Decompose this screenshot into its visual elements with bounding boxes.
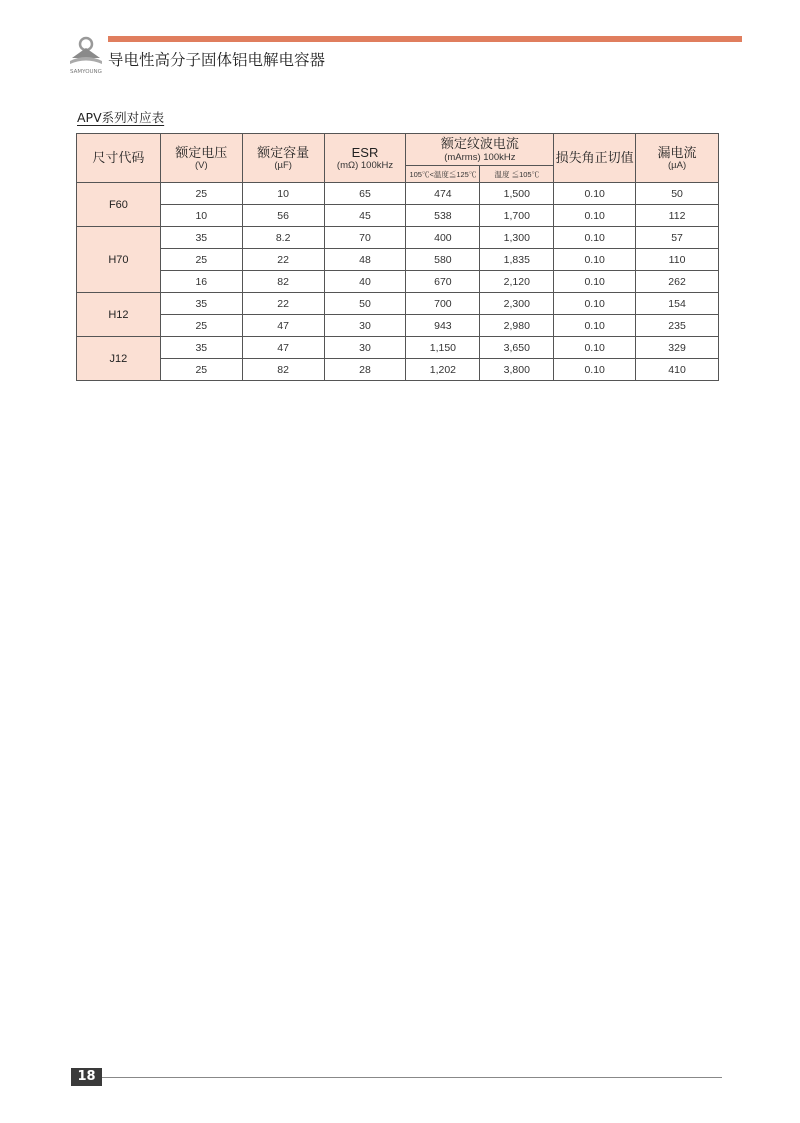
table-row [77, 227, 719, 249]
table-cell: 22 [242, 249, 324, 271]
table-cell: 235 [636, 315, 719, 337]
page-number: 18 [71, 1068, 102, 1086]
table-cell: 1,202 [406, 359, 480, 381]
table-cell: 0.10 [554, 337, 636, 359]
size-code-cell: F60 [77, 183, 161, 227]
table-cell: 3,650 [480, 337, 554, 359]
logo-text: SAMYOUNG [70, 69, 102, 75]
table-cell: 8.2 [242, 227, 324, 249]
header-tan-delta: 损失角正切值 [554, 134, 636, 183]
table-cell: 0.10 [554, 359, 636, 381]
table-cell: 0.10 [554, 315, 636, 337]
table-cell: 22 [242, 293, 324, 315]
table-cell: 700 [406, 293, 480, 315]
table-cell: 1,300 [480, 227, 554, 249]
table-cell: 35 [160, 227, 242, 249]
table-cell: 10 [242, 183, 324, 205]
table-row [77, 293, 719, 315]
table-cell: 47 [242, 315, 324, 337]
table-row [77, 249, 719, 271]
table-row [77, 359, 719, 381]
table-cell: 25 [160, 183, 242, 205]
table-cell: 56 [242, 205, 324, 227]
table-cell: 474 [406, 183, 480, 205]
table-row [77, 315, 719, 337]
table-cell: 57 [636, 227, 719, 249]
table-cell: 30 [324, 337, 406, 359]
table-cell: 329 [636, 337, 719, 359]
table-cell: 580 [406, 249, 480, 271]
table-cell: 1,700 [480, 205, 554, 227]
table-cell: 110 [636, 249, 719, 271]
table-cell: 538 [406, 205, 480, 227]
table-cell: 10 [160, 205, 242, 227]
table-cell: 1,150 [406, 337, 480, 359]
table-cell: 16 [160, 271, 242, 293]
table-cell: 35 [160, 337, 242, 359]
table-row [77, 183, 719, 205]
table-cell: 1,500 [480, 183, 554, 205]
size-code-cell: H70 [77, 227, 161, 293]
header-ripple-current: 额定纹波电流 (mArms) 100kHz [406, 134, 554, 166]
header-size-code: 尺寸代码 [77, 134, 161, 183]
table-cell: 45 [324, 205, 406, 227]
table-cell: 40 [324, 271, 406, 293]
table-cell: 410 [636, 359, 719, 381]
table-row [77, 271, 719, 293]
header-voltage: 额定电压 (V) [160, 134, 242, 183]
size-code-cell: H12 [77, 293, 161, 337]
table-cell: 1,835 [480, 249, 554, 271]
table-cell: 0.10 [554, 205, 636, 227]
table-cell: 25 [160, 359, 242, 381]
header-accent-bar [108, 36, 742, 42]
table-cell: 82 [242, 271, 324, 293]
table-cell: 82 [242, 359, 324, 381]
table-cell: 50 [636, 183, 719, 205]
table-row [77, 337, 719, 359]
table-cell: 2,980 [480, 315, 554, 337]
footer-rule [102, 1077, 722, 1078]
size-code-cell: J12 [77, 337, 161, 381]
table-cell: 0.10 [554, 293, 636, 315]
samyoung-logo [66, 32, 106, 76]
apv-spec-table [76, 133, 719, 381]
table-cell: 25 [160, 315, 242, 337]
table-cell: 262 [636, 271, 719, 293]
table-cell: 670 [406, 271, 480, 293]
table-cell: 0.10 [554, 227, 636, 249]
table-row [77, 205, 719, 227]
table-cell: 400 [406, 227, 480, 249]
header-capacitance: 额定容量 (µF) [242, 134, 324, 183]
table-cell: 0.10 [554, 271, 636, 293]
table-cell: 0.10 [554, 183, 636, 205]
header-esr: ESR (mΩ) 100kHz [324, 134, 406, 183]
table-cell: 30 [324, 315, 406, 337]
table-cell: 50 [324, 293, 406, 315]
table-cell: 2,300 [480, 293, 554, 315]
table-cell: 25 [160, 249, 242, 271]
header-ripple-low-temp: 温度 ≦105℃ [480, 166, 554, 183]
table-cell: 35 [160, 293, 242, 315]
section-title: APV系列对应表 [77, 110, 165, 125]
table-cell: 2,120 [480, 271, 554, 293]
table-cell: 65 [324, 183, 406, 205]
table-cell: 48 [324, 249, 406, 271]
table-cell: 112 [636, 205, 719, 227]
table-cell: 943 [406, 315, 480, 337]
header-ripple-high-temp: 105℃<温度≦125℃ [406, 166, 480, 183]
document-title: 导电性高分子固体铝电解电容器 [108, 51, 326, 69]
table-cell: 28 [324, 359, 406, 381]
table-cell: 70 [324, 227, 406, 249]
header-leakage-current: 漏电流 (µA) [636, 134, 719, 183]
table-cell: 3,800 [480, 359, 554, 381]
table-cell: 0.10 [554, 249, 636, 271]
table-cell: 154 [636, 293, 719, 315]
table-cell: 47 [242, 337, 324, 359]
